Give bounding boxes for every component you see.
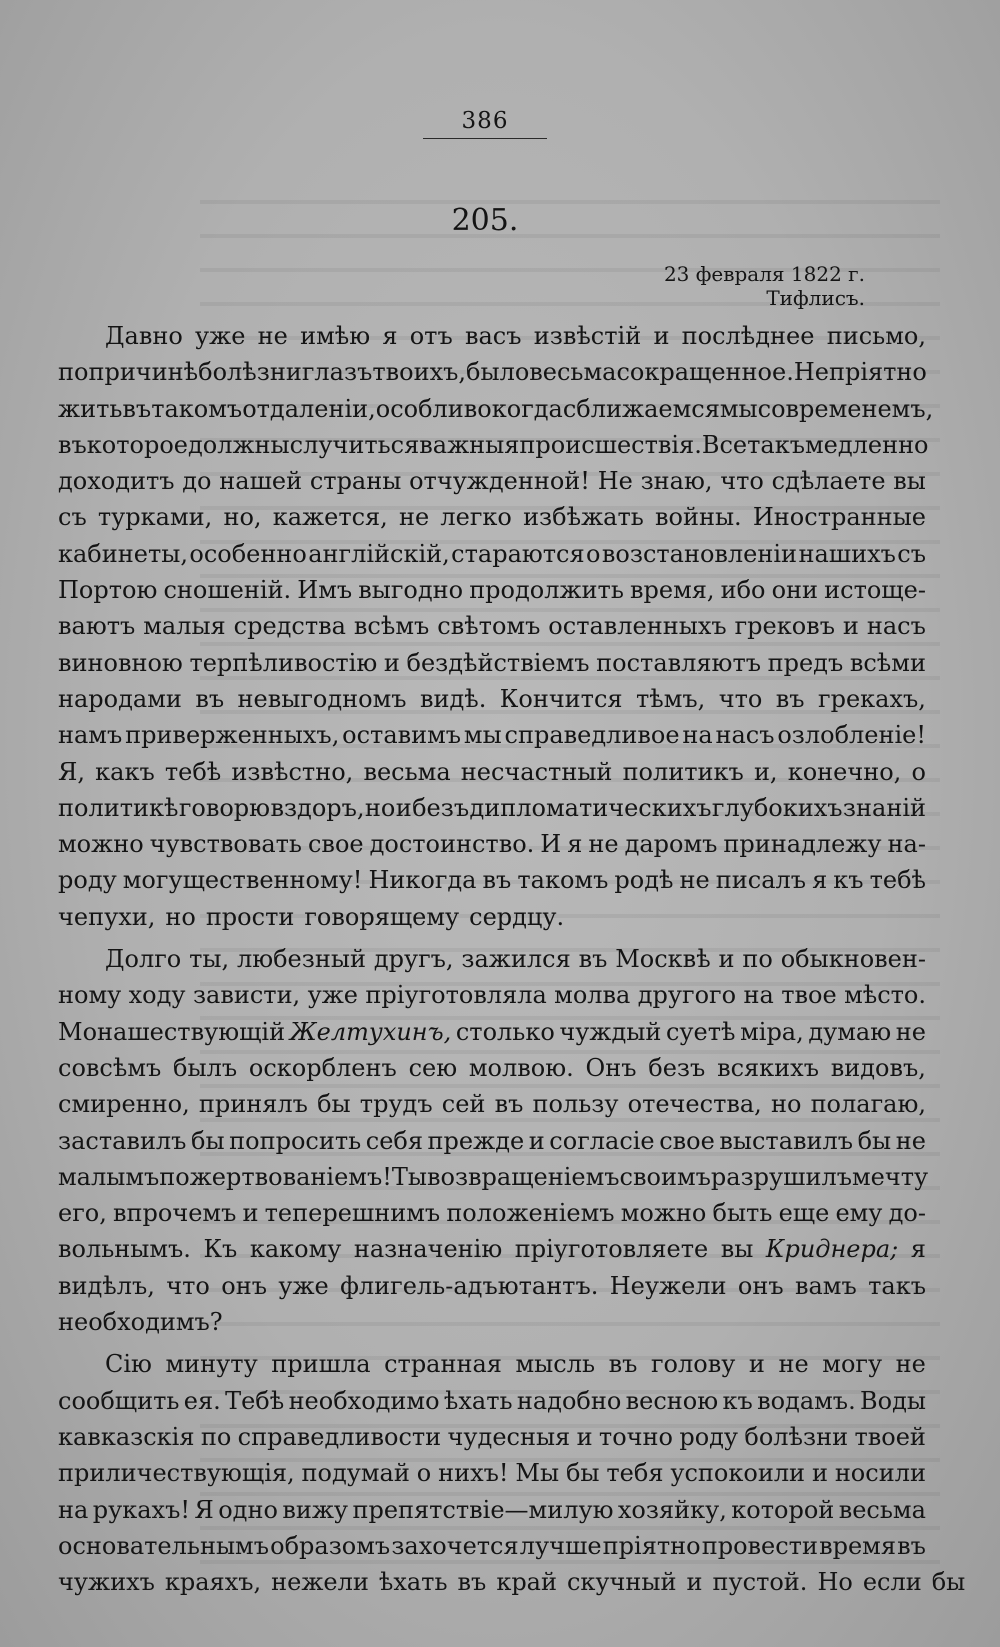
text-line: политикѣ говорю вздоръ, но и безъ дипломатическихъ глубокихъ знаній <box>58 793 926 822</box>
text-line: Я, какъ тебѣ извѣстно, весьма несчастный политикъ и, конечно, о <box>58 757 926 786</box>
text-line: вольнымъ. Къ какому назначенію пріуготовляете вы Криднера; я <box>58 1235 926 1264</box>
text-line: видѣлъ, что онъ уже флигель-адъютантъ. Неужели онъ вамъ такъ <box>58 1271 926 1300</box>
text-line: совсѣмъ былъ оскорбленъ сею молвою. Онъ безъ всякихъ видовъ, <box>58 1053 926 1082</box>
text-line: чепухи, но прости говорящему сердцу. <box>58 902 565 931</box>
text-line: необходимъ? <box>58 1308 223 1337</box>
text-line: народами въ невыгодномъ видѣ. Кончится тѣмъ, что въ грекахъ, <box>58 684 926 713</box>
text-line: кабинеты, особенно англійскій, стараются о возстановленіи нашихъ съ <box>58 539 926 568</box>
text-line: ваютъ малыя средства всѣмъ свѣтомъ оставленныхъ грековъ и насъ <box>58 612 926 641</box>
text-line: Давно уже не имѣю я отъ васъ извѣстій и послѣднее письмо, <box>105 322 926 350</box>
text-line: заставилъ бы попросить себя прежде и согласіе свое выставилъ бы не <box>58 1126 926 1155</box>
text-line: жить въ такомъ отдаленіи, особливо когда сближаемся мы со временемъ, <box>58 394 934 423</box>
letter-number: 205. <box>451 203 519 238</box>
text-line: можно чувствовать свое достоинство. И я не даромъ принадлежу на- <box>58 830 926 859</box>
text-line: въ которое должны случиться важныя происшествія. Все такъ медленно <box>58 430 929 459</box>
dateline: 23 февраля 1822 г. Тифлисъ. <box>663 262 865 310</box>
paragraph <box>58 1346 966 1600</box>
text-line: на рукахъ! Я одно вижу препятствіе—милую хозяйку, которой весьма <box>58 1495 926 1524</box>
text-line: кавказскія по справедливости чудесныя и точно роду болѣзни твоей <box>58 1422 926 1451</box>
text-line: Долго ты, любезный другъ, зажился въ Москвѣ и по обыкновен- <box>105 945 926 974</box>
text-line: намъ приверженныхъ, оставимъ мы справедливое на насъ озлобленіе! <box>58 721 926 750</box>
text-line: Портою сношеній. Имъ выгодно продолжить время, ибо они истоще- <box>58 576 926 605</box>
text-line: доходитъ до нашей страны отчужденной! Не знаю, что сдѣлаете вы <box>58 467 926 496</box>
paragraph <box>58 318 934 935</box>
text-line: ному ходу зависти, уже пріуготовляла молва другого на твое мѣсто. <box>58 981 926 1010</box>
text-line: чужихъ краяхъ, нежели ѣхать въ край скучный и пустой. Но если бы <box>58 1568 966 1597</box>
text-line: сообщить ея. Тебѣ необходимо ѣхать надобно весною къ водамъ. Воды <box>58 1386 926 1415</box>
paragraph <box>58 941 929 1340</box>
letter-body <box>58 318 966 1600</box>
page-number: 386 <box>461 108 509 134</box>
text-line: роду могущественному! Никогда въ такомъ родѣ не писалъ я къ тебѣ <box>58 866 926 895</box>
text-line: по причинѣ болѣзни глазъ твоихъ, было весьма сокращенное. Непріятно <box>58 358 927 387</box>
text-line: виновною терпѣливостію и бездѣйствіемъ поставляютъ предъ всѣми <box>58 648 926 677</box>
text-line: его, впрочемъ и теперешнимъ положеніемъ можно быть еще ему до- <box>58 1199 926 1228</box>
header-rule <box>423 138 547 139</box>
text-line: съ турками, но, кажется, не легко избѣжать войны. Иностранные <box>58 503 926 532</box>
text-line: приличествующія, подумай о нихъ! Мы бы тебя успокоили и носили <box>58 1459 926 1488</box>
text-line: смиренно, принялъ бы трудъ сей въ пользу отечества, но полагаю, <box>58 1090 926 1119</box>
text-line: Сію минуту пришла странная мысль въ голову и не могу не <box>105 1350 926 1379</box>
text-line: основательнымъ образомъ захочется лучше пріятно провести время въ <box>58 1531 926 1560</box>
text-line: малымъ пожертвованіемъ! Ты возвращеніемъ своимъ разрушилъ мечту <box>58 1162 929 1191</box>
text-line: Монашествующій Желтухинъ, столько чуждый суетѣ міра, думаю не <box>58 1017 926 1046</box>
